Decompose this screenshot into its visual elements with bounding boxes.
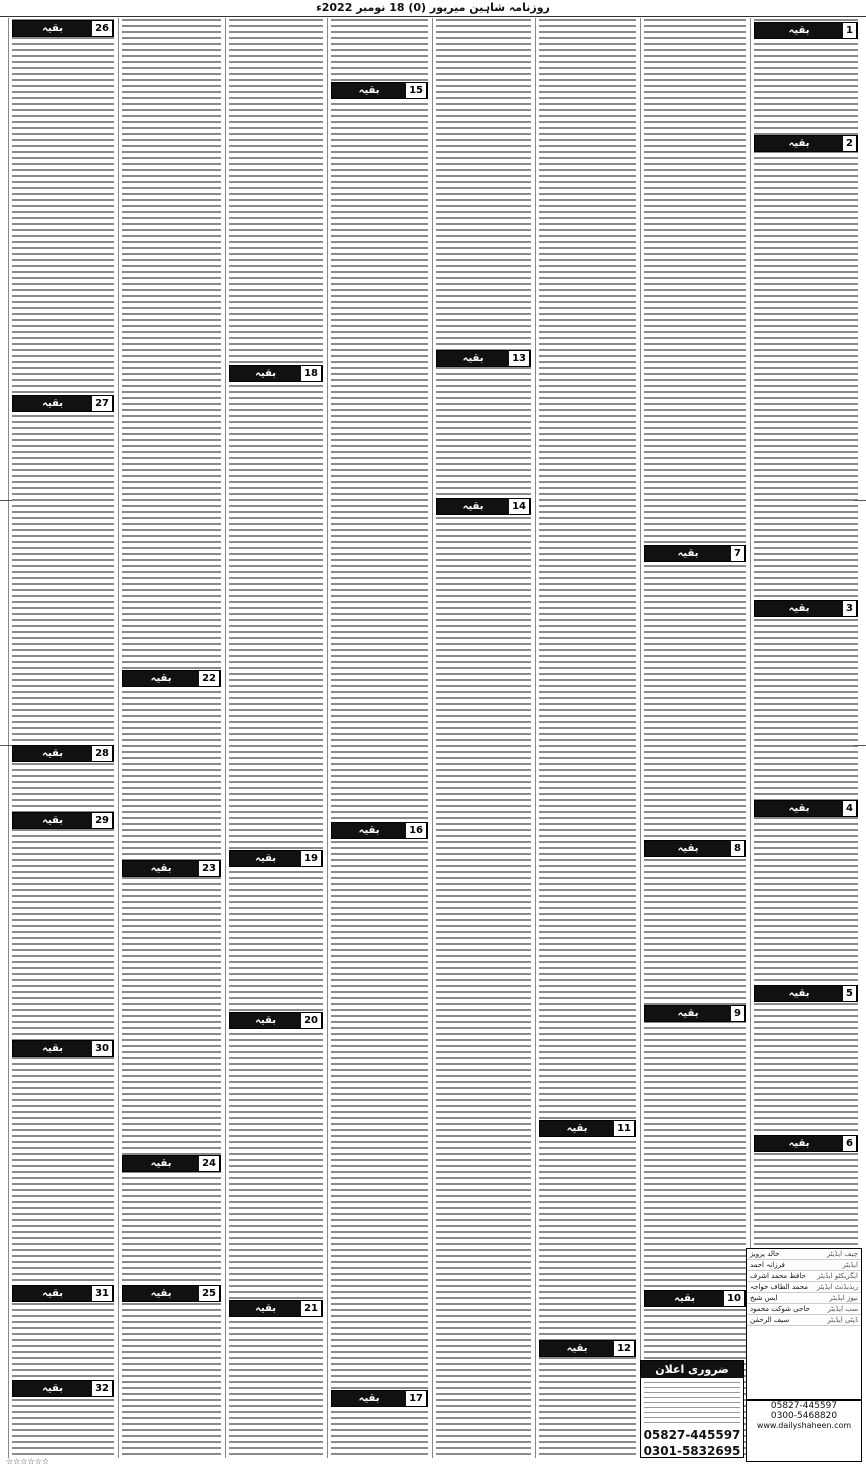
continuation-badge — [754, 135, 858, 152]
continuation-number: 12 — [614, 1341, 635, 1356]
continuation-badge — [122, 1155, 221, 1172]
continuation-label: بقیہ — [755, 1136, 843, 1151]
impressum-contact — [746, 1400, 862, 1462]
text-column — [118, 18, 224, 1458]
continuation-label: بقیہ — [13, 1041, 92, 1056]
notice-title: ضروری اعلان — [641, 1361, 743, 1378]
continuation-number: 20 — [301, 1013, 322, 1028]
continuation-badge — [644, 545, 746, 562]
column-text-body — [331, 18, 428, 1458]
continuation-badge — [12, 812, 114, 829]
continuation-number: 22 — [199, 671, 220, 686]
continuation-badge — [539, 1120, 636, 1137]
continuation-badge — [644, 1290, 746, 1307]
continuation-badge — [754, 22, 858, 39]
continuation-label: بقیہ — [13, 1286, 92, 1301]
continuation-number: 6 — [843, 1136, 857, 1151]
continuation-label: بقیہ — [645, 841, 731, 856]
continuation-badge — [12, 1380, 114, 1397]
continuation-label: بقیہ — [230, 366, 301, 381]
continuation-badge — [539, 1340, 636, 1357]
text-column — [750, 18, 861, 1458]
column-text-body — [539, 18, 636, 1458]
impressum-box — [746, 1248, 862, 1400]
continuation-number: 14 — [509, 499, 530, 514]
column-text-body — [644, 18, 746, 1458]
impressum-name: حاجی شوکت محمود — [750, 1305, 810, 1313]
continuation-badge — [331, 1390, 428, 1407]
text-column — [535, 18, 639, 1458]
continuation-label: بقیہ — [755, 986, 843, 1001]
continuation-number: 11 — [614, 1121, 635, 1136]
continuation-label: بقیہ — [123, 671, 199, 686]
continuation-badge — [644, 1005, 746, 1022]
continuation-badge — [12, 395, 114, 412]
continuation-number: 24 — [199, 1156, 220, 1171]
continuation-label: بقیہ — [332, 83, 406, 98]
continuation-badge — [12, 1040, 114, 1057]
impressum-role: ڈپٹی ایڈیٹر — [827, 1316, 858, 1324]
continuation-badge — [122, 860, 221, 877]
impressum-row — [747, 1282, 861, 1293]
column-text-body — [229, 18, 323, 1458]
impressum-row — [747, 1249, 861, 1260]
continuation-label: بقیہ — [645, 1006, 731, 1021]
text-column — [432, 18, 534, 1458]
fold-mark-right-2 — [854, 745, 866, 746]
continuation-label: بقیہ — [755, 801, 843, 816]
impressum-phone-2: 0300-5468820 — [770, 1411, 838, 1421]
impressum-name: محمد الطاف خواجہ — [750, 1283, 808, 1291]
continuation-badge — [436, 498, 531, 515]
continuation-number: 18 — [301, 366, 322, 381]
impressum-name: سیف الرحمٰن — [750, 1316, 790, 1324]
notice-phone-2: 0301-5832695 — [643, 1444, 741, 1458]
impressum-web: www.dailyshaheen.com — [756, 1421, 852, 1430]
text-column — [327, 18, 431, 1458]
continuation-number: 32 — [92, 1381, 113, 1396]
continuation-label: بقیہ — [13, 21, 92, 36]
column-text-body — [754, 18, 858, 1458]
continuation-label: بقیہ — [540, 1121, 614, 1136]
continuation-number: 5 — [843, 986, 857, 1001]
continuation-label: بقیہ — [332, 1391, 406, 1406]
continuation-badge — [229, 1012, 323, 1029]
masthead-date-line: روزنامہ شاہین میرپور (0) 18 نومبر 2022ء — [0, 0, 866, 17]
continuation-label: بقیہ — [13, 1381, 92, 1396]
continuation-badge — [229, 1300, 323, 1317]
continuation-label: بقیہ — [755, 23, 843, 38]
continuation-label: بقیہ — [13, 746, 92, 761]
continuation-number: 8 — [731, 841, 745, 856]
impressum-name: فرزانہ احمد — [750, 1261, 785, 1269]
continuation-number: 17 — [406, 1391, 427, 1406]
continuation-label: بقیہ — [332, 823, 406, 838]
continuation-number: 27 — [92, 396, 113, 411]
continuation-label: بقیہ — [755, 601, 843, 616]
important-notice-box — [640, 1360, 744, 1458]
continuation-label: بقیہ — [123, 1156, 199, 1171]
continuation-badge — [754, 1135, 858, 1152]
text-column — [225, 18, 326, 1458]
continuation-label: بقیہ — [755, 136, 843, 151]
impressum-phone-1: 05827-445597 — [770, 1401, 838, 1411]
fold-mark-left-2 — [0, 745, 12, 746]
impressum-name: خالد پرویز — [750, 1250, 780, 1258]
continuation-badge — [754, 800, 858, 817]
continuation-label: بقیہ — [230, 1301, 301, 1316]
impressum-role: سب ایڈیٹر — [827, 1305, 858, 1313]
continuation-number: 25 — [199, 1286, 220, 1301]
continuation-label: بقیہ — [437, 499, 509, 514]
column-text-body — [436, 18, 531, 1458]
continuation-label: بقیہ — [540, 1341, 614, 1356]
continuation-number: 1 — [843, 23, 857, 38]
continuation-label: بقیہ — [645, 546, 731, 561]
continuation-badge — [331, 82, 428, 99]
notice-phone-1: 05827-445597 — [643, 1428, 741, 1442]
continuation-badge — [12, 20, 114, 37]
continuation-badge — [331, 822, 428, 839]
impressum-row — [747, 1315, 861, 1326]
continuation-number: 15 — [406, 83, 427, 98]
continuation-badge — [12, 1285, 114, 1302]
continuation-number: 28 — [92, 746, 113, 761]
impressum-row — [747, 1260, 861, 1271]
continuation-number: 7 — [731, 546, 745, 561]
impressum-role: ریذیڈنٹ ایڈیٹر — [816, 1283, 858, 1291]
fold-mark-left-1 — [0, 500, 12, 501]
continuation-number: 19 — [301, 851, 322, 866]
continuation-number: 9 — [731, 1006, 745, 1021]
continuation-badge — [12, 745, 114, 762]
continuation-badge — [229, 365, 323, 382]
continuation-number: 2 — [843, 136, 857, 151]
continuation-badge — [754, 600, 858, 617]
impressum-row — [747, 1304, 861, 1315]
text-column — [640, 18, 749, 1458]
continuation-badge — [229, 850, 323, 867]
fold-mark-right-1 — [854, 500, 866, 501]
continuation-label: بقیہ — [123, 861, 199, 876]
continuation-label: بقیہ — [230, 851, 301, 866]
column-text-body — [12, 18, 114, 1458]
continuation-number: 23 — [199, 861, 220, 876]
continuation-number: 31 — [92, 1286, 113, 1301]
continuation-label: بقیہ — [645, 1291, 724, 1306]
impressum-role: ایڈیٹر — [842, 1261, 858, 1269]
continuation-badge — [122, 670, 221, 687]
impressum-role: نیوز ایڈیٹر — [829, 1294, 858, 1302]
text-column — [8, 18, 117, 1458]
impressum-role: چیف ایڈیٹر — [826, 1250, 858, 1258]
impressum-name: ایس شیخ — [750, 1294, 778, 1302]
continuation-number: 16 — [406, 823, 427, 838]
continuation-number: 3 — [843, 601, 857, 616]
continuation-label: بقیہ — [123, 1286, 199, 1301]
continuation-badge — [754, 985, 858, 1002]
footer-stars: ☆☆☆☆☆☆ — [6, 1457, 50, 1466]
impressum-row — [747, 1293, 861, 1304]
continuation-label: بقیہ — [13, 396, 92, 411]
continuation-number: 10 — [724, 1291, 745, 1306]
continuation-number: 30 — [92, 1041, 113, 1056]
continuation-badge — [436, 350, 531, 367]
impressum-role: ایگزیکٹو ایڈیٹر — [817, 1272, 858, 1280]
continuation-badge — [644, 840, 746, 857]
continuation-number: 13 — [509, 351, 530, 366]
continuation-label: بقیہ — [13, 813, 92, 828]
continuation-label: بقیہ — [437, 351, 509, 366]
impressum-name: حافظ محمد اشرف — [750, 1272, 806, 1280]
continuation-number: 29 — [92, 813, 113, 828]
continuation-number: 26 — [92, 21, 113, 36]
continuation-badge — [122, 1285, 221, 1302]
column-text-body — [122, 18, 221, 1458]
continuation-label: بقیہ — [230, 1013, 301, 1028]
continuation-number: 4 — [843, 801, 857, 816]
impressum-row — [747, 1271, 861, 1282]
continuation-number: 21 — [301, 1301, 322, 1316]
